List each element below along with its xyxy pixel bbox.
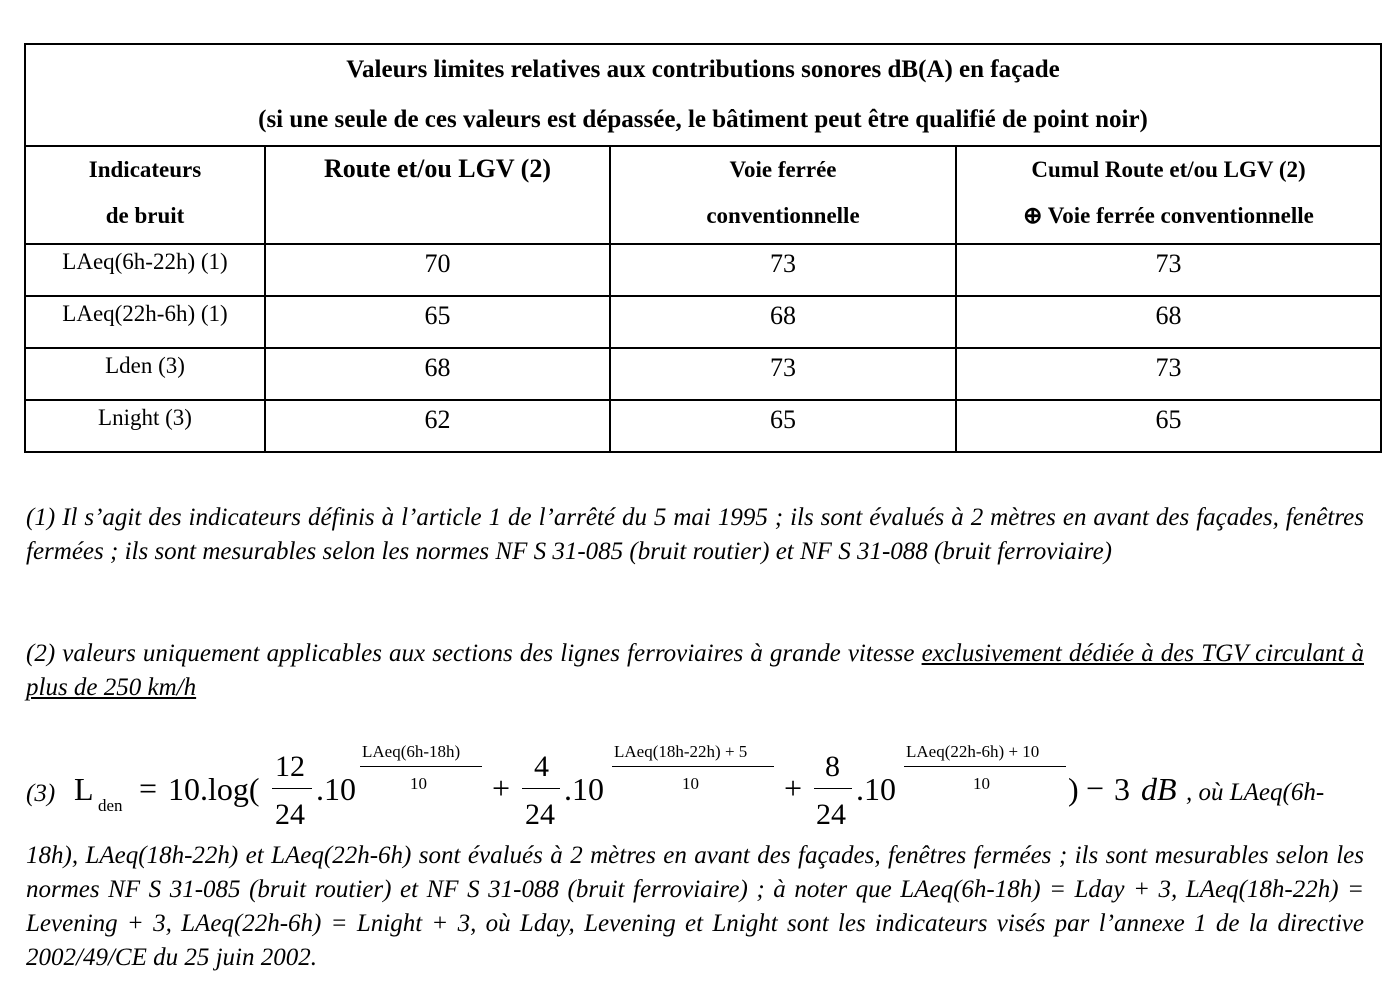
table-row [25,296,1381,348]
cell-route: 68 [265,348,610,400]
header-cumul: Cumul Route et/ou LGV (2) ⊕ Voie ferrée conventionnelle [956,146,1381,244]
exponent-3-numerator: LAeq(22h-6h) + 10 [906,742,1040,761]
table-title [25,44,1381,146]
cell-rail: 73 [610,244,956,296]
table-header-row [25,146,1381,244]
row-label: Lden (3) [25,348,265,400]
circled-plus-symbol: ⊕ [1023,203,1043,228]
formula-plus-2: + [784,770,803,806]
exponent-2-bar [612,766,774,767]
table-title-line2: (si une seule de ces valeurs est dépassée, le bâtiment peut être qualifié de point noir) [258,106,1148,133]
fraction-1-bar [272,788,312,789]
footnote-1: (1) Il s’agit des indicateurs définis à l’article 1 de l’arrêté du 5 mai 1995 ; ils sont évalués à 2 mètres en avant des façades, fenêtres fermées ; ils sont mesurables selon les normes NF S 31-085 (bruit routier) et NF S 31-088 (bruit ferroviaire) [26,504,1364,565]
formula-equals: = [139,770,158,806]
table-row [25,348,1381,400]
exponent-2-denominator: 10 [682,774,699,793]
cell-route: 65 [265,296,610,348]
row-label: Lnight (3) [25,400,265,452]
formula-close-paren: ) [1068,771,1079,807]
exponent-1-bar [360,766,482,767]
footnote-2-underlined: exclusivement dédiée à des TGV circulant à plus de 250 km/h [26,640,1364,701]
footnote-3-text: 18h), LAeq(18h-22h) et LAeq(22h-6h) sont évalués à 2 mètres en avant des façades, fenêtres fermées ; ils sont mesurables selon les normes NF S 31-085 (bruit routier) et NF S 31-088 (bruit ferroviaire) ; à noter que LAeq(6h-18h) = Lday + 3, LAeq(18h-22h) = Levening + 3, LAeq(22h-6h) = Lnight + 3, où Lday, Levening et Lnight sont les indicateurs visés par l’annexe 1 de la directive 2002/49/CE du 25 juin 2002. [26,842,1364,971]
cell-cumul: 68 [956,296,1381,348]
fraction-2-denominator: 24 [525,798,555,831]
exponent-1-denominator: 10 [410,774,427,793]
cell-cumul: 65 [956,400,1381,452]
header-indicators: Indicateurs de bruit [25,146,265,244]
formula-tail: , où LAeq(6h- [1186,779,1325,806]
cell-route: 62 [265,400,610,452]
header-route: Route et/ou LGV (2) [265,146,610,244]
fraction-1-numerator: 12 [275,750,305,783]
exponent-1-numerator: LAeq(6h-18h) [362,742,461,761]
power-1-base: .10 [316,771,356,807]
formula-label: (3) [26,780,56,807]
power-3-base: .10 [856,771,896,807]
header-rail: Voie ferrée conventionnelle [610,146,956,244]
cell-route: 70 [265,244,610,296]
fraction-3-denominator: 24 [816,798,846,831]
formula-db: dB [1141,771,1177,807]
fraction-2-bar [522,788,560,789]
formula-log: 10.log( [168,771,260,807]
footnote-2: (2) valeurs uniquement applicables aux sections des lignes ferroviaires à grande vitesse exclusivement dédiée à des TGV circulant à plus de 250 km/h [26,640,1364,701]
row-label: LAeq(6h-22h) (1) [25,244,265,296]
row-label: LAeq(22h-6h) (1) [25,296,265,348]
cell-rail: 73 [610,348,956,400]
cell-rail: 68 [610,296,956,348]
formula-subscript: den [98,796,123,815]
cell-cumul: 73 [956,348,1381,400]
limit-values-table [24,43,1382,453]
table-row [25,400,1381,452]
exponent-3-bar [904,766,1066,767]
fraction-3-numerator: 8 [825,750,840,783]
formula-minus: − [1086,770,1105,806]
fraction-1-denominator: 24 [275,798,305,831]
table-row [25,244,1381,296]
cell-rail: 65 [610,400,956,452]
cell-cumul: 73 [956,244,1381,296]
power-2-base: .10 [564,771,604,807]
fraction-2-numerator: 4 [534,750,549,783]
formula-L: L [74,771,94,807]
exponent-2-numerator: LAeq(18h-22h) + 5 [614,742,748,761]
exponent-3-denominator: 10 [973,774,990,793]
lden-formula [26,740,1376,840]
formula-three: 3 [1114,771,1130,807]
fraction-3-bar [814,788,852,789]
formula-plus-1: + [492,770,511,806]
table-title-line1: Valeurs limites relatives aux contributions sonores dB(A) en façade [346,56,1060,83]
